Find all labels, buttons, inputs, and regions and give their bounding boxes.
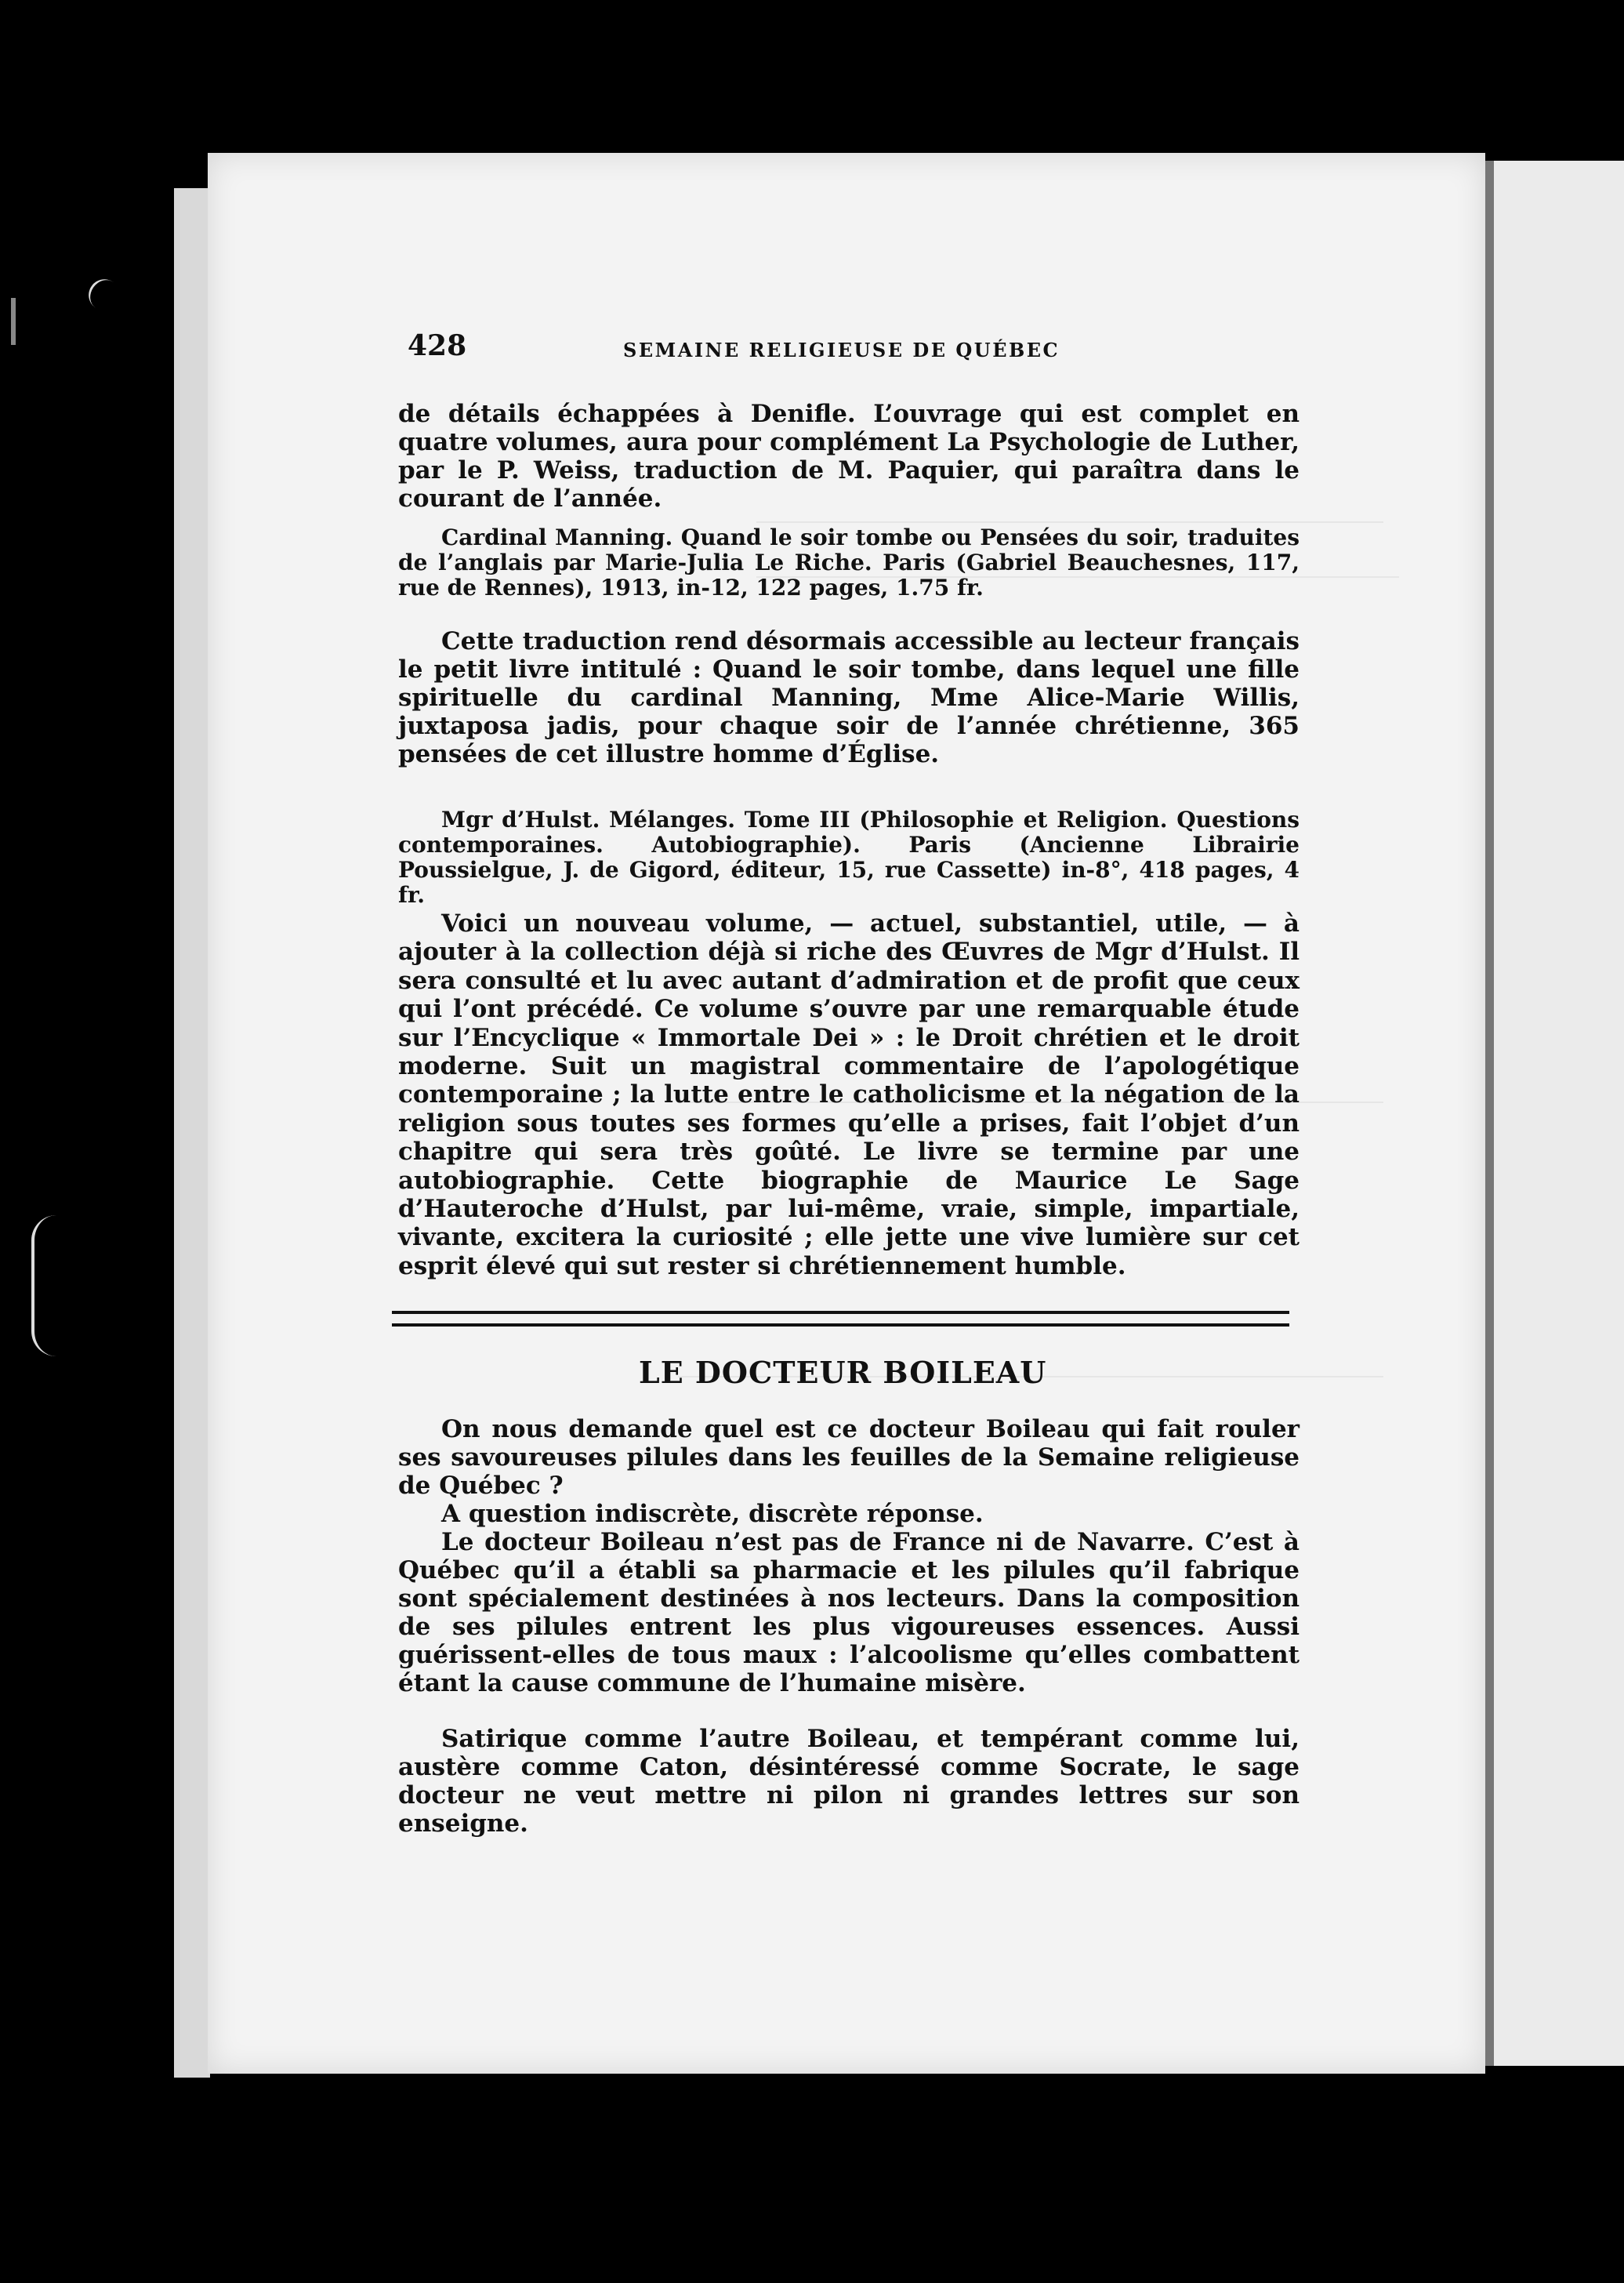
paragraph: Le docteur Boileau n’est pas de France ni de Navarre. C’est à Québec qu’il a établi sa pharmacie et les pilules qu’il fabrique sont spécialement destinées à nos lecteurs. Dans la composition de ses pilules entrent les plus vigoureuses essences. Aussi guérissent-elles de tous maux : l’alcoolisme qu’elles combattent étant la cause commune de l’humaine misère. <box>398 1528 1300 1697</box>
scan-mark <box>11 298 16 345</box>
paragraph: Cette traduction rend désormais accessible au lecteur français le petit livre intitulé : Quand le soir tombe, dans lequel une fille spirituelle du cardinal Manning, Mme Alice-Marie Willis, juxtaposa jadis, pour chaque soir de l’année chrétienne, 365 pensées de cet illustre homme d’Église. <box>398 627 1300 768</box>
paragraph: A question indiscrète, discrète réponse. <box>441 1500 984 1528</box>
paragraph: de détails échappées à Denifle. L’ouvrage qui est complet en quatre volumes, aura pour complément La Psychologie de Luther, par le P. Weiss, traduction de M. Paquier, qui paraîtra dans le courant de l’année. <box>398 400 1300 513</box>
scan-mark <box>82 273 134 322</box>
page-number: 428 <box>408 329 467 362</box>
book-notice: Cardinal Manning. Quand le soir tombe ou Pensées du soir, traduites de l’anglais par Marie-Julia Le Riche. Paris (Gabriel Beauchesnes, 117, rue de Rennes), 1913, in-12, 122 pages, 1.75 fr. <box>398 524 1300 601</box>
book-notice: Mgr d’Hulst. Mélanges. Tome III (Philosophie et Religion. Questions contemporaines. Autobiographie). Paris (Ancienne Librairie Poussielgue, J. de Gigord, éditeur, 15, rue Cassette) in-8°, 418 pages, 4 fr. <box>398 807 1300 908</box>
scan-mark <box>31 1215 82 1356</box>
show-through-line <box>756 521 1383 523</box>
paragraph: On nous demande quel est ce docteur Boileau qui fait rouler ses savoureuses pilules dans les feuilles de la Semaine religieuse de Québec ? <box>398 1415 1300 1500</box>
running-head: SEMAINE RELIGIEUSE DE QUÉBEC <box>623 339 1060 361</box>
paragraph: Voici un nouveau volume, — actuel, substantiel, utile, — à ajouter à la collection déjà si riche des Œuvres de Mgr d’Hulst. Il sera consulté et lu avec autant d’admiration et de profit que ceux qui l’ont précédé. Ce volume s’ouvre par une remarquable étude sur l’Encyclique « Immortale Dei » : le Droit chrétien et le droit moderne. Suit un magistral commentaire de l’apologétique contemporaine ; la lutte entre le catholicisme et la négation de la religion sous toutes ses formes qu’elle a prises, fait l’objet d’un chapitre qui sera très goûté. Le livre se termine par une autobiographie. Cette biographie de Maurice Le Sage d’Hauteroche d’Hulst, par lui-même, vraie, simple, impartiale, vivante, excitera la curiosité ; elle jette une vive lumière sur cet esprit élevé qui sut rester si chrétiennement humble. <box>398 909 1300 1280</box>
next-page-edge <box>1489 161 1624 2066</box>
paragraph: Satirique comme l’autre Boileau, et tempérant comme lui, austère comme Caton, désintéressé comme Socrate, le sage docteur ne veut mettre ni pilon ni grandes lettres sur son enseigne. <box>398 1725 1300 1838</box>
section-divider <box>392 1311 1289 1327</box>
section-title: LE DOCTEUR BOILEAU <box>639 1355 1047 1390</box>
page-side-edge <box>174 188 210 2078</box>
page-header <box>408 329 1301 376</box>
